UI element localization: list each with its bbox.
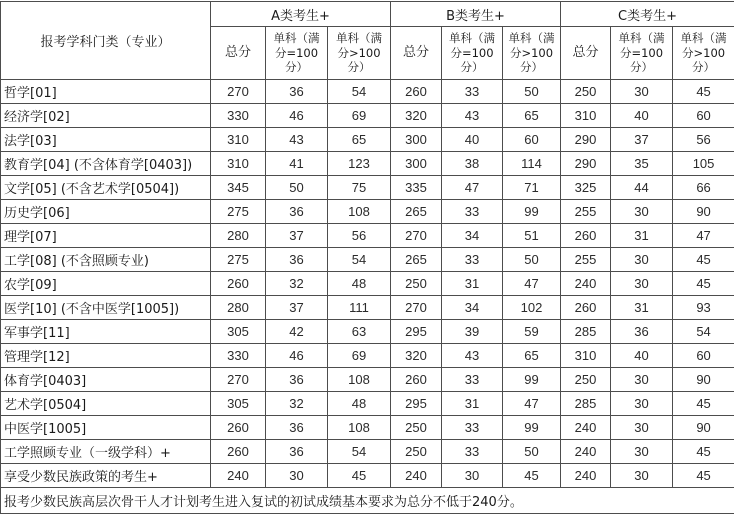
table-row	[1, 296, 734, 320]
score-cell: 250	[391, 416, 442, 440]
score-cell: 71	[503, 176, 561, 200]
score-cell: 38	[442, 152, 503, 176]
score-cell: 265	[391, 248, 442, 272]
score-cell: 41	[266, 152, 328, 176]
score-cell: 32	[266, 272, 328, 296]
score-cell: 240	[561, 440, 611, 464]
score-cell: 275	[211, 248, 266, 272]
score-cell: 30	[611, 200, 673, 224]
footnote-row	[1, 488, 734, 514]
score-cell: 325	[561, 176, 611, 200]
score-cell: 270	[391, 296, 442, 320]
score-cell: 30	[442, 464, 503, 488]
score-cell: 69	[328, 344, 391, 368]
score-cell: 39	[442, 320, 503, 344]
score-cell: 305	[211, 392, 266, 416]
score-cell: 240	[561, 272, 611, 296]
subject-cell: 享受少数民族政策的考生+	[1, 464, 211, 488]
score-cell: 250	[561, 80, 611, 104]
score-cell: 54	[328, 440, 391, 464]
score-cell: 250	[561, 368, 611, 392]
score-cell: 32	[266, 392, 328, 416]
score-cell: 90	[673, 368, 734, 392]
subject-cell: 理学[07]	[1, 224, 211, 248]
score-cell: 90	[673, 200, 734, 224]
score-cell: 36	[266, 368, 328, 392]
subject-cell: 经济学[02]	[1, 104, 211, 128]
score-cell: 40	[611, 344, 673, 368]
subject-cell: 中医学[1005]	[1, 416, 211, 440]
score-cell: 275	[211, 200, 266, 224]
score-cell: 108	[328, 368, 391, 392]
score-cell: 330	[211, 344, 266, 368]
score-cell: 240	[391, 464, 442, 488]
footnote-text: 报考少数民族高层次骨干人才计划考生进入复试的初试成绩基本要求为总分不低于240分。	[1, 488, 734, 514]
score-cell: 290	[561, 152, 611, 176]
score-cell: 48	[328, 392, 391, 416]
score-cell: 260	[211, 272, 266, 296]
score-cell: 99	[503, 368, 561, 392]
score-cell: 75	[328, 176, 391, 200]
score-cell: 260	[211, 416, 266, 440]
score-cell: 45	[673, 464, 734, 488]
group-header-a: A类考生+	[211, 2, 391, 27]
subject-cell: 教育学[04] (不含体育学[0403])	[1, 152, 211, 176]
score-cell: 36	[266, 248, 328, 272]
score-cell: 36	[266, 200, 328, 224]
col-header-total-a: 总分	[211, 27, 266, 80]
score-cell: 36	[266, 80, 328, 104]
table-row	[1, 104, 734, 128]
score-cell: 123	[328, 152, 391, 176]
score-cell: 30	[266, 464, 328, 488]
table-row	[1, 416, 734, 440]
score-cell: 265	[391, 200, 442, 224]
score-cell: 30	[611, 440, 673, 464]
subject-cell: 军事学[11]	[1, 320, 211, 344]
score-cell: 43	[442, 104, 503, 128]
score-cell: 34	[442, 296, 503, 320]
score-cell: 285	[561, 320, 611, 344]
score-cell: 320	[391, 104, 442, 128]
score-cell: 47	[442, 176, 503, 200]
score-cell: 270	[211, 80, 266, 104]
score-cell: 345	[211, 176, 266, 200]
score-cell: 105	[673, 152, 734, 176]
score-cell: 42	[266, 320, 328, 344]
score-cell: 45	[328, 464, 391, 488]
score-cell: 330	[211, 104, 266, 128]
subject-cell: 医学[10] (不含中医学[1005])	[1, 296, 211, 320]
score-cell: 56	[673, 128, 734, 152]
score-cell: 36	[611, 320, 673, 344]
score-cell: 37	[266, 224, 328, 248]
score-cell: 114	[503, 152, 561, 176]
score-cell: 46	[266, 344, 328, 368]
score-cell: 51	[503, 224, 561, 248]
score-cell: 255	[561, 200, 611, 224]
score-cell: 50	[503, 440, 561, 464]
score-cell: 240	[561, 416, 611, 440]
score-cell: 33	[442, 80, 503, 104]
score-cell: 50	[266, 176, 328, 200]
table-row	[1, 368, 734, 392]
score-cell: 260	[561, 296, 611, 320]
table-row	[1, 176, 734, 200]
group-header-c: C类考生+	[561, 2, 734, 27]
score-cell: 280	[211, 224, 266, 248]
score-cell: 335	[391, 176, 442, 200]
score-cell: 295	[391, 320, 442, 344]
score-cell: 48	[328, 272, 391, 296]
table-row	[1, 200, 734, 224]
score-cell: 300	[391, 152, 442, 176]
score-cell: 285	[561, 392, 611, 416]
score-cell: 54	[328, 248, 391, 272]
score-cell: 31	[611, 224, 673, 248]
score-cell: 295	[391, 392, 442, 416]
score-cell: 260	[391, 368, 442, 392]
score-cell: 63	[328, 320, 391, 344]
score-cell: 260	[211, 440, 266, 464]
score-cell: 69	[328, 104, 391, 128]
score-cell: 60	[503, 128, 561, 152]
col-header-total-c: 总分	[561, 27, 611, 80]
score-cell: 50	[503, 80, 561, 104]
score-cell: 310	[561, 344, 611, 368]
score-cell: 31	[442, 392, 503, 416]
table-row	[1, 320, 734, 344]
score-cell: 60	[673, 344, 734, 368]
subject-cell: 艺术学[0504]	[1, 392, 211, 416]
score-cell: 111	[328, 296, 391, 320]
score-cell: 240	[211, 464, 266, 488]
score-cell: 310	[211, 152, 266, 176]
score-cell: 30	[611, 248, 673, 272]
subject-column-header: 报考学科门类（专业）	[1, 2, 211, 80]
score-cell: 47	[503, 272, 561, 296]
score-cell: 250	[391, 272, 442, 296]
score-cell: 59	[503, 320, 561, 344]
score-cell: 290	[561, 128, 611, 152]
table-row	[1, 440, 734, 464]
score-cell: 260	[391, 80, 442, 104]
score-cell: 47	[503, 392, 561, 416]
score-cell: 54	[328, 80, 391, 104]
score-cell: 66	[673, 176, 734, 200]
score-cell: 250	[391, 440, 442, 464]
subject-cell: 历史学[06]	[1, 200, 211, 224]
table-row	[1, 344, 734, 368]
score-cell: 54	[673, 320, 734, 344]
score-cell: 108	[328, 200, 391, 224]
score-cell: 60	[673, 104, 734, 128]
table-row	[1, 128, 734, 152]
score-cell: 50	[503, 248, 561, 272]
score-cell: 280	[211, 296, 266, 320]
score-cell: 108	[328, 416, 391, 440]
score-cell: 31	[442, 272, 503, 296]
score-cell: 99	[503, 416, 561, 440]
subject-cell: 法学[03]	[1, 128, 211, 152]
score-cell: 33	[442, 368, 503, 392]
subject-cell: 体育学[0403]	[1, 368, 211, 392]
score-cell: 65	[503, 104, 561, 128]
table-header	[1, 2, 734, 80]
col-header-total-b: 总分	[391, 27, 442, 80]
score-cell: 30	[611, 272, 673, 296]
score-cell: 305	[211, 320, 266, 344]
score-cell: 45	[673, 392, 734, 416]
score-cell: 33	[442, 416, 503, 440]
score-cell: 30	[611, 464, 673, 488]
table-row	[1, 224, 734, 248]
score-cell: 45	[673, 248, 734, 272]
score-cell: 47	[673, 224, 734, 248]
score-cell: 45	[673, 272, 734, 296]
subject-cell: 哲学[01]	[1, 80, 211, 104]
score-cell: 90	[673, 416, 734, 440]
score-cell: 56	[328, 224, 391, 248]
score-cell: 30	[611, 416, 673, 440]
score-cell: 99	[503, 200, 561, 224]
score-cell: 45	[673, 80, 734, 104]
table-body	[1, 80, 734, 488]
score-cell: 31	[611, 296, 673, 320]
table-row	[1, 152, 734, 176]
score-cell: 36	[266, 440, 328, 464]
score-cell: 45	[673, 440, 734, 464]
score-cell: 102	[503, 296, 561, 320]
score-cell: 36	[266, 416, 328, 440]
score-cell: 65	[328, 128, 391, 152]
col-header-single100-a: 单科（满分=100分）	[266, 27, 328, 80]
group-header-b: B类考生+	[391, 2, 561, 27]
subject-cell: 农学[09]	[1, 272, 211, 296]
score-cell: 300	[391, 128, 442, 152]
score-cell: 30	[611, 368, 673, 392]
table-row	[1, 248, 734, 272]
score-cell: 35	[611, 152, 673, 176]
score-cell: 65	[503, 344, 561, 368]
score-cell: 34	[442, 224, 503, 248]
score-cell: 33	[442, 200, 503, 224]
score-cell: 260	[561, 224, 611, 248]
score-cell: 270	[391, 224, 442, 248]
score-cell: 45	[503, 464, 561, 488]
score-cell: 255	[561, 248, 611, 272]
score-table	[0, 1, 734, 514]
score-cell: 320	[391, 344, 442, 368]
score-cell: 33	[442, 440, 503, 464]
subject-cell: 文学[05] (不含艺术学[0504])	[1, 176, 211, 200]
score-cell: 270	[211, 368, 266, 392]
col-header-single100-c: 单科（满分=100分）	[611, 27, 673, 80]
score-cell: 40	[611, 104, 673, 128]
score-cell: 310	[561, 104, 611, 128]
table-footer	[1, 488, 734, 514]
score-cell: 37	[611, 128, 673, 152]
score-cell: 44	[611, 176, 673, 200]
score-cell: 43	[442, 344, 503, 368]
col-header-single-over100-b: 单科（满分>100分）	[503, 27, 561, 80]
score-cell: 30	[611, 80, 673, 104]
score-cell: 43	[266, 128, 328, 152]
col-header-single100-b: 单科（满分=100分）	[442, 27, 503, 80]
score-cell: 37	[266, 296, 328, 320]
subject-cell: 工学照顾专业（一级学科）+	[1, 440, 211, 464]
score-cell: 30	[611, 392, 673, 416]
table-row	[1, 392, 734, 416]
col-header-single-over100-c: 单科（满分>100分）	[673, 27, 734, 80]
score-cell: 93	[673, 296, 734, 320]
score-cell: 33	[442, 248, 503, 272]
header-row-groups	[1, 2, 734, 27]
subject-cell: 工学[08] (不含照顾专业)	[1, 248, 211, 272]
subject-cell: 管理学[12]	[1, 344, 211, 368]
score-cell: 240	[561, 464, 611, 488]
score-cell: 310	[211, 128, 266, 152]
score-cell: 46	[266, 104, 328, 128]
table-row	[1, 80, 734, 104]
score-cell: 40	[442, 128, 503, 152]
table-row	[1, 272, 734, 296]
table-row	[1, 464, 734, 488]
col-header-single-over100-a: 单科（满分>100分）	[328, 27, 391, 80]
